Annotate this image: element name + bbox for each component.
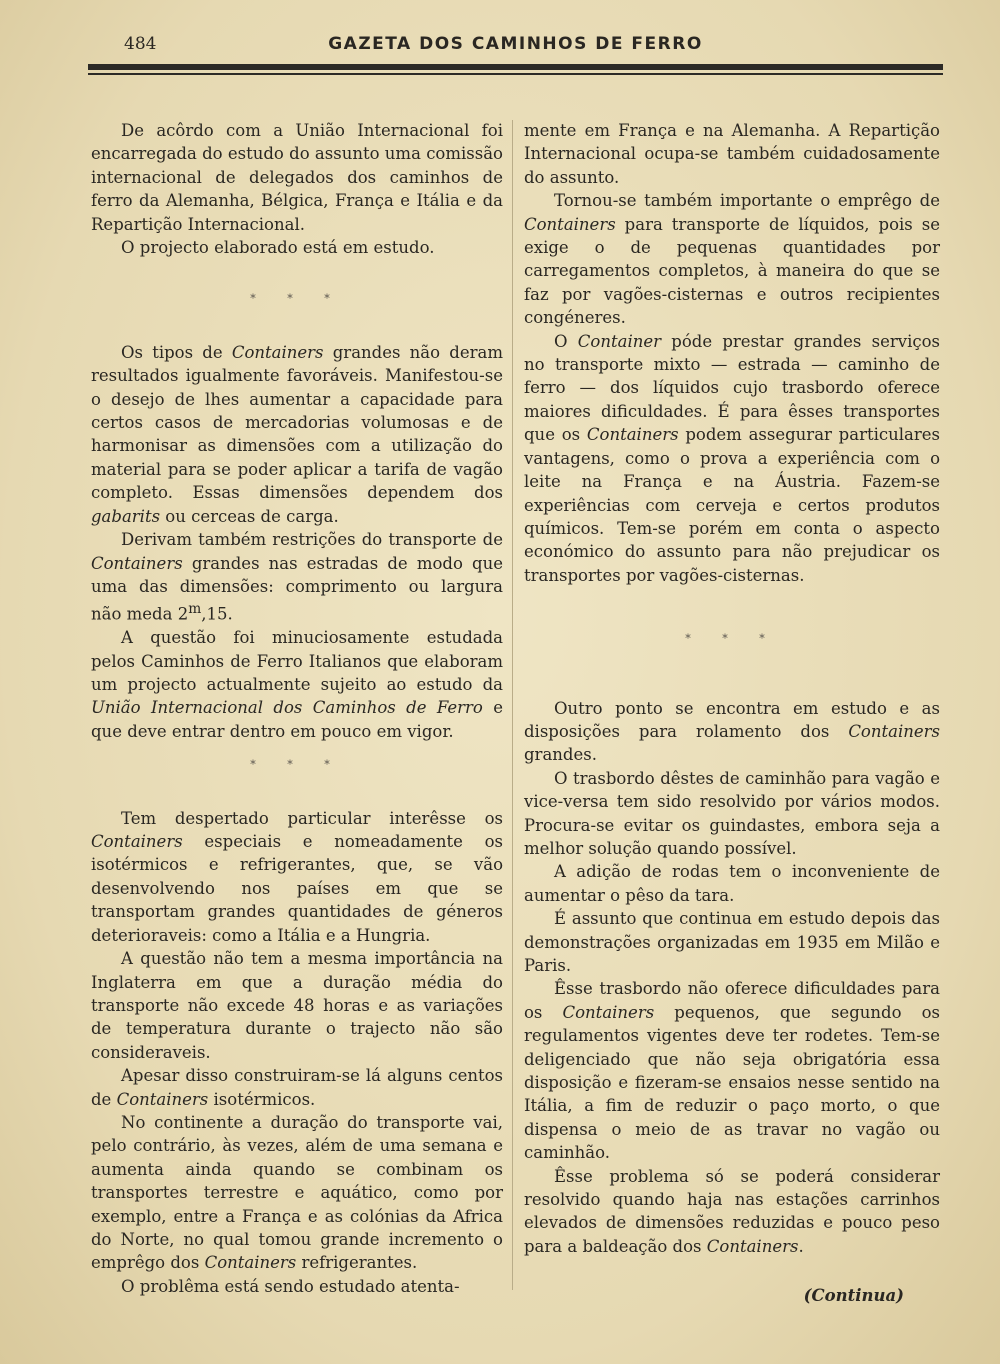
paragraph: Outro ponto se encontra em estudo e as disposições para rolamento dos Containers grandes. xyxy=(524,698,940,765)
paragraph: É assunto que continua em estudo depois das demonstrações organizadas em 1935 em Milão e Paris. xyxy=(524,909,940,975)
paragraph: Derivam também restrições do transporte de Containers grandes nas estradas de modo que uma das dimensões: comprimento ou largura não meda 2$^m$,15. xyxy=(91,530,503,624)
paragraph: Êsse problema só se poderá considerar resolvido quando haja nas estações carrinhos elevados de dimensões reduzidas e pouco peso para a baldeação dos Containers. xyxy=(524,1166,940,1256)
continued-note: (Continua) xyxy=(803,1286,904,1306)
paragraph: A questão não tem a mesma importância na Inglaterra em que a duração média do transporte não excede 48 horas e as variações de temperatura durante o trajecto não são consideraveis. xyxy=(91,949,503,1062)
paragraph: O Container póde prestar grandes serviços no transporte mixto — estrada — caminho de ferro — dos líquidos cujo trasbordo oferece maiores dificuldades. É para êsses transportes que os Containers podem assegurar particulares vantagens, como o prova a experiência com o leite na França e na Áustria. Fazem-se experiências com cerveja e certos produtos químicos. Tem-se porém em conta o aspecto económico do assunto para não prejudicar os transportes por vagões-cisternas. xyxy=(524,331,940,585)
paragraph: O problêma está sendo estudado atenta- xyxy=(121,1276,460,1296)
paragraph: A adição de rodas tem o inconveniente de aumentar o pêso da tara. xyxy=(524,862,940,905)
paragraph: O trasbordo dêstes de caminhão para vagão e vice-versa tem sido resolvido por vários modos. Procura-se evitar os guindastes, embora seja a melhor solução quando possível. xyxy=(524,768,940,858)
paragraph: Tem despertado particular interêsse os Containers especiais e nomeadamente os isotérmicos e refrigerantes, que, se vão desenvolvendo nos países em que se transportam grandes quantidades de géneros deterioraveis: como a Itália e a Hungria. xyxy=(91,808,503,945)
right-column xyxy=(524,119,940,1324)
paragraph: Êsse trasbordo não oferece dificuldades para os Containers pequenos, que segundo os regulamentos vigentes deve ter rodetes. Tem-se deligenciado que não seja obrigatória essa disposição e fizeram-se ensaios nesse sentido na Itália, a fim de reduzir o paço morto, o que dispensa o meio de as travar no vagão ou caminhão. xyxy=(524,979,940,1163)
paragraph: mente em França e na Alemanha. A Repartição Internacional ocupa-se também cuidadosamente do assunto. xyxy=(524,121,940,187)
header-rule-thick xyxy=(88,64,943,70)
paragraph: Os tipos de Containers grandes não deram resultados igualmente favoráveis. Manifestou-se o desejo de lhes aumentar a capacidade para certos casos de mercadorias volumosas e de harmonisar as dimensões com a utilização do material para se poder aplicar a tarifa de vagão completo. Essas dimensões dependem dos gabarits ou cerceas de carga. xyxy=(91,342,503,526)
journal-title: GAZETA DOS CAMINHOS DE FERRO xyxy=(328,34,703,54)
header-rule-thin xyxy=(88,73,943,75)
paragraph: De acôrdo com a União Internacional foi encarregada do estudo do assunto uma comissão internacional de delegados dos caminhos de ferro da Alemanha, Bélgica, França e Itália e da Repartição Internacional. xyxy=(91,121,503,234)
paragraph: Apesar disso construiram-se lá alguns centos de Containers isotérmicos. xyxy=(91,1066,503,1109)
paragraph: Tornou-se também importante o emprêgo de Containers para transporte de líquidos, pois se exige o de pequenas quantidades por carregamentos completos, à maneira do que se faz por vagões-cisternas e outros recipientes congéneres. xyxy=(524,191,940,328)
section-separator: * * * xyxy=(685,632,779,646)
section-separator: * * * xyxy=(250,292,344,306)
left-column xyxy=(91,119,503,1298)
section-separator: * * * xyxy=(250,758,344,772)
page-header xyxy=(88,34,943,84)
page-number: 484 xyxy=(124,34,157,54)
paragraph: No continente a duração do transporte vai, pelo contrário, às vezes, além de uma semana e aumenta ainda quando se combinam os transportes terrestre e aquático, como por exemplo, entre a França e as colónias da Africa do Norte, no qual tomou grande incremento o emprêgo dos Containers refrigerantes. xyxy=(91,1112,503,1273)
column-divider xyxy=(512,120,513,1290)
paragraph: A questão foi minuciosamente estudada pelos Caminhos de Ferro Italianos que elaboram um projecto actualmente sujeito ao estudo da União Internacional dos Caminhos de Ferro e que deve entrar dentro em pouco em vigor. xyxy=(91,628,503,741)
paragraph: O projecto elaborado está em estudo. xyxy=(121,238,435,258)
